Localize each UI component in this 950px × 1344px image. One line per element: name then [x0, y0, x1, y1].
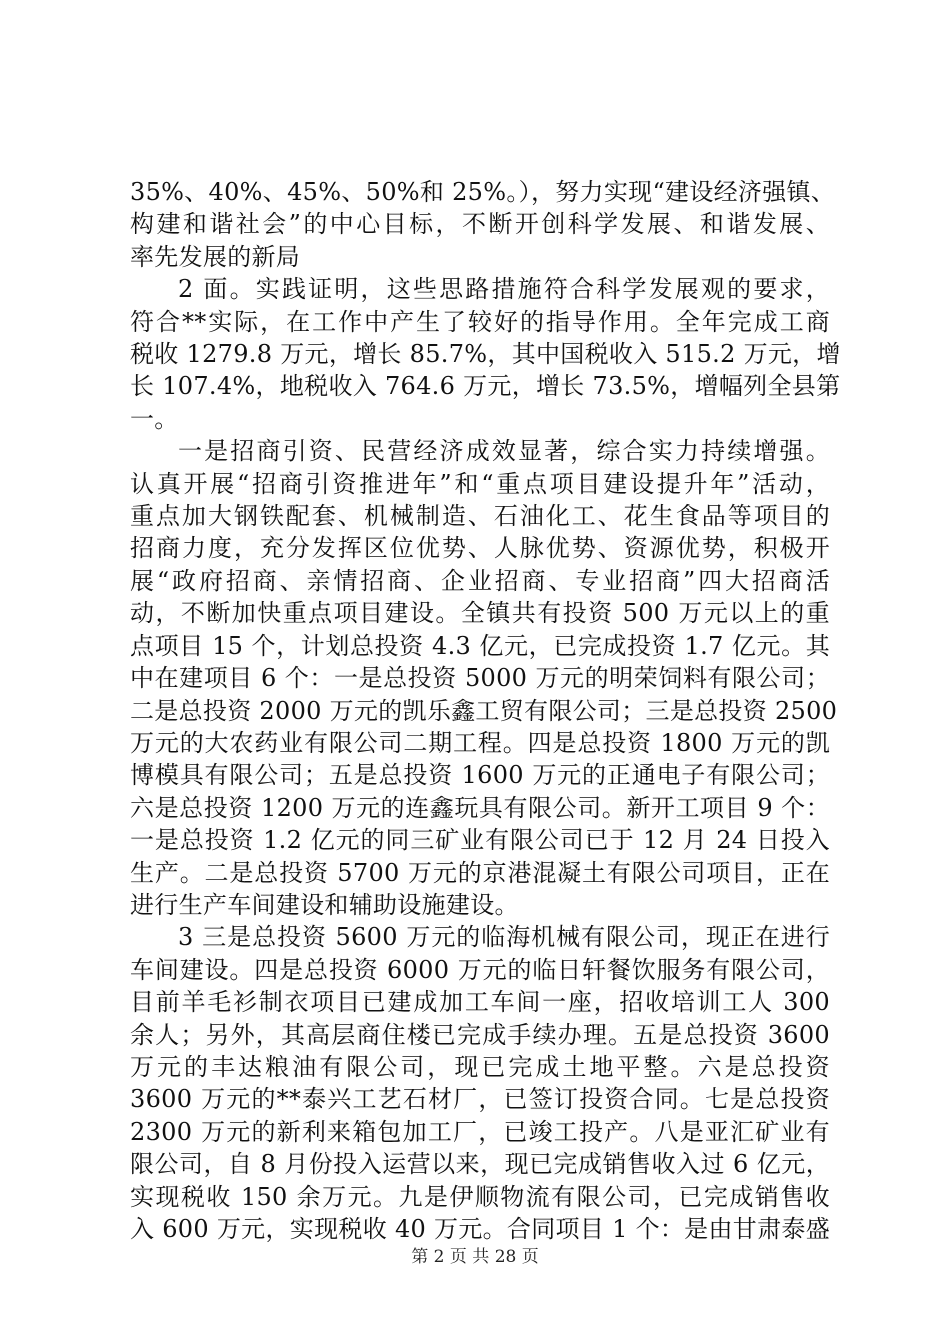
text-line: 2 面。实践证明，这些思路措施符合科学发展观的要求，	[178, 275, 830, 304]
text-line: 3600 万元的**泰兴工艺石材厂，已签订投资合同。七是总投资	[130, 1085, 830, 1114]
text-line: 实现税收 150 余万元。九是伊顺物流有限公司，已完成销售收	[130, 1182, 830, 1211]
text-line: 进行生产车间建设和辅助设施建设。	[130, 890, 519, 919]
text-line: 招商力度，充分发挥区位优势、人脉优势、资源优势，积极开	[130, 534, 830, 563]
text-line: 构建和谐社会”的中心目标，不断开创科学发展、和谐发展、	[130, 210, 830, 239]
text-line: 一。	[130, 404, 179, 433]
paragraph	[130, 435, 838, 921]
text-line: 认真开展“招商引资推进年”和“重点项目建设提升年”活动，	[130, 469, 830, 498]
text-line: 符合**实际，在工作中产生了较好的指导作用。全年完成工商	[130, 307, 830, 336]
paragraph	[130, 273, 841, 435]
text-line: 重点加大钢铁配套、机械制造、石油化工、花生食品等项目的	[130, 502, 830, 531]
text-line: 万元的大农药业有限公司二期工程。四是总投资 1800 万元的凯	[130, 728, 830, 757]
text-line: 二是总投资 2000 万元的凯乐鑫工贸有限公司；三是总投资 2500	[130, 696, 838, 725]
text-line: 2300 万元的新利来箱包加工厂，已竣工投产。八是亚汇矿业有	[130, 1117, 830, 1146]
paragraph	[130, 921, 830, 1245]
text-line: 展“政府招商、亲情招商、企业招商、专业招商”四大招商活	[130, 566, 830, 595]
page-footer: 第 2 页 共 28 页	[411, 1247, 539, 1267]
text-line: 生产。二是总投资 5700 万元的京港混凝土有限公司项目，正在	[130, 858, 830, 887]
text-line: 率先发展的新局	[130, 242, 301, 271]
document-body	[130, 176, 841, 1245]
text-line: 万元的丰达粮油有限公司，现已完成土地平整。六是总投资	[130, 1052, 830, 1081]
text-line: 动，不断加快重点项目建设。全镇共有投资 500 万元以上的重	[130, 599, 830, 628]
text-line: 目前羊毛衫制衣项目已建成加工车间一座，招收培训工人 300	[130, 988, 830, 1017]
text-line: 博模具有限公司；五是总投资 1600 万元的正通电子有限公司；	[130, 761, 830, 790]
text-line: 3 三是总投资 5600 万元的临海机械有限公司，现正在进行	[178, 923, 830, 952]
text-line: 点项目 15 个，计划总投资 4.3 亿元，已完成投资 1.7 亿元。其	[130, 631, 830, 660]
text-line: 六是总投资 1200 万元的连鑫玩具有限公司。新开工项目 9 个：	[130, 793, 830, 822]
text-line: 入 600 万元，实现税收 40 万元。合同项目 1 个：是由甘肃泰盛	[130, 1215, 830, 1243]
text-line: 35%、40%、45%、50%和 25%。），努力实现“建设经济强镇、	[130, 178, 836, 206]
text-line: 余人；另外，其高层商住楼已完成手续办理。五是总投资 3600	[130, 1020, 830, 1049]
text-line: 中在建项目 6 个：一是总投资 5000 万元的明荣饲料有限公司；	[130, 664, 830, 693]
text-line: 车间建设。四是总投资 6000 万元的临日轩餐饮服务有限公司，	[130, 955, 830, 984]
text-line: 一是总投资 1.2 亿元的同三矿业有限公司已于 12 月 24 日投入	[130, 826, 830, 855]
text-line: 税收 1279.8 万元，增长 85.7%，其中国税收入 515.2 万元，增	[130, 340, 841, 369]
text-line: 一是招商引资、民营经济成效显著，综合实力持续增强。	[178, 437, 830, 466]
paragraph	[130, 176, 836, 273]
text-line: 限公司，自 8 月份投入运营以来，现已完成销售收入过 6 亿元，	[130, 1150, 830, 1179]
text-line: 长 107.4%，地税收入 764.6 万元，增长 73.5%，增幅列全县第	[130, 372, 841, 401]
